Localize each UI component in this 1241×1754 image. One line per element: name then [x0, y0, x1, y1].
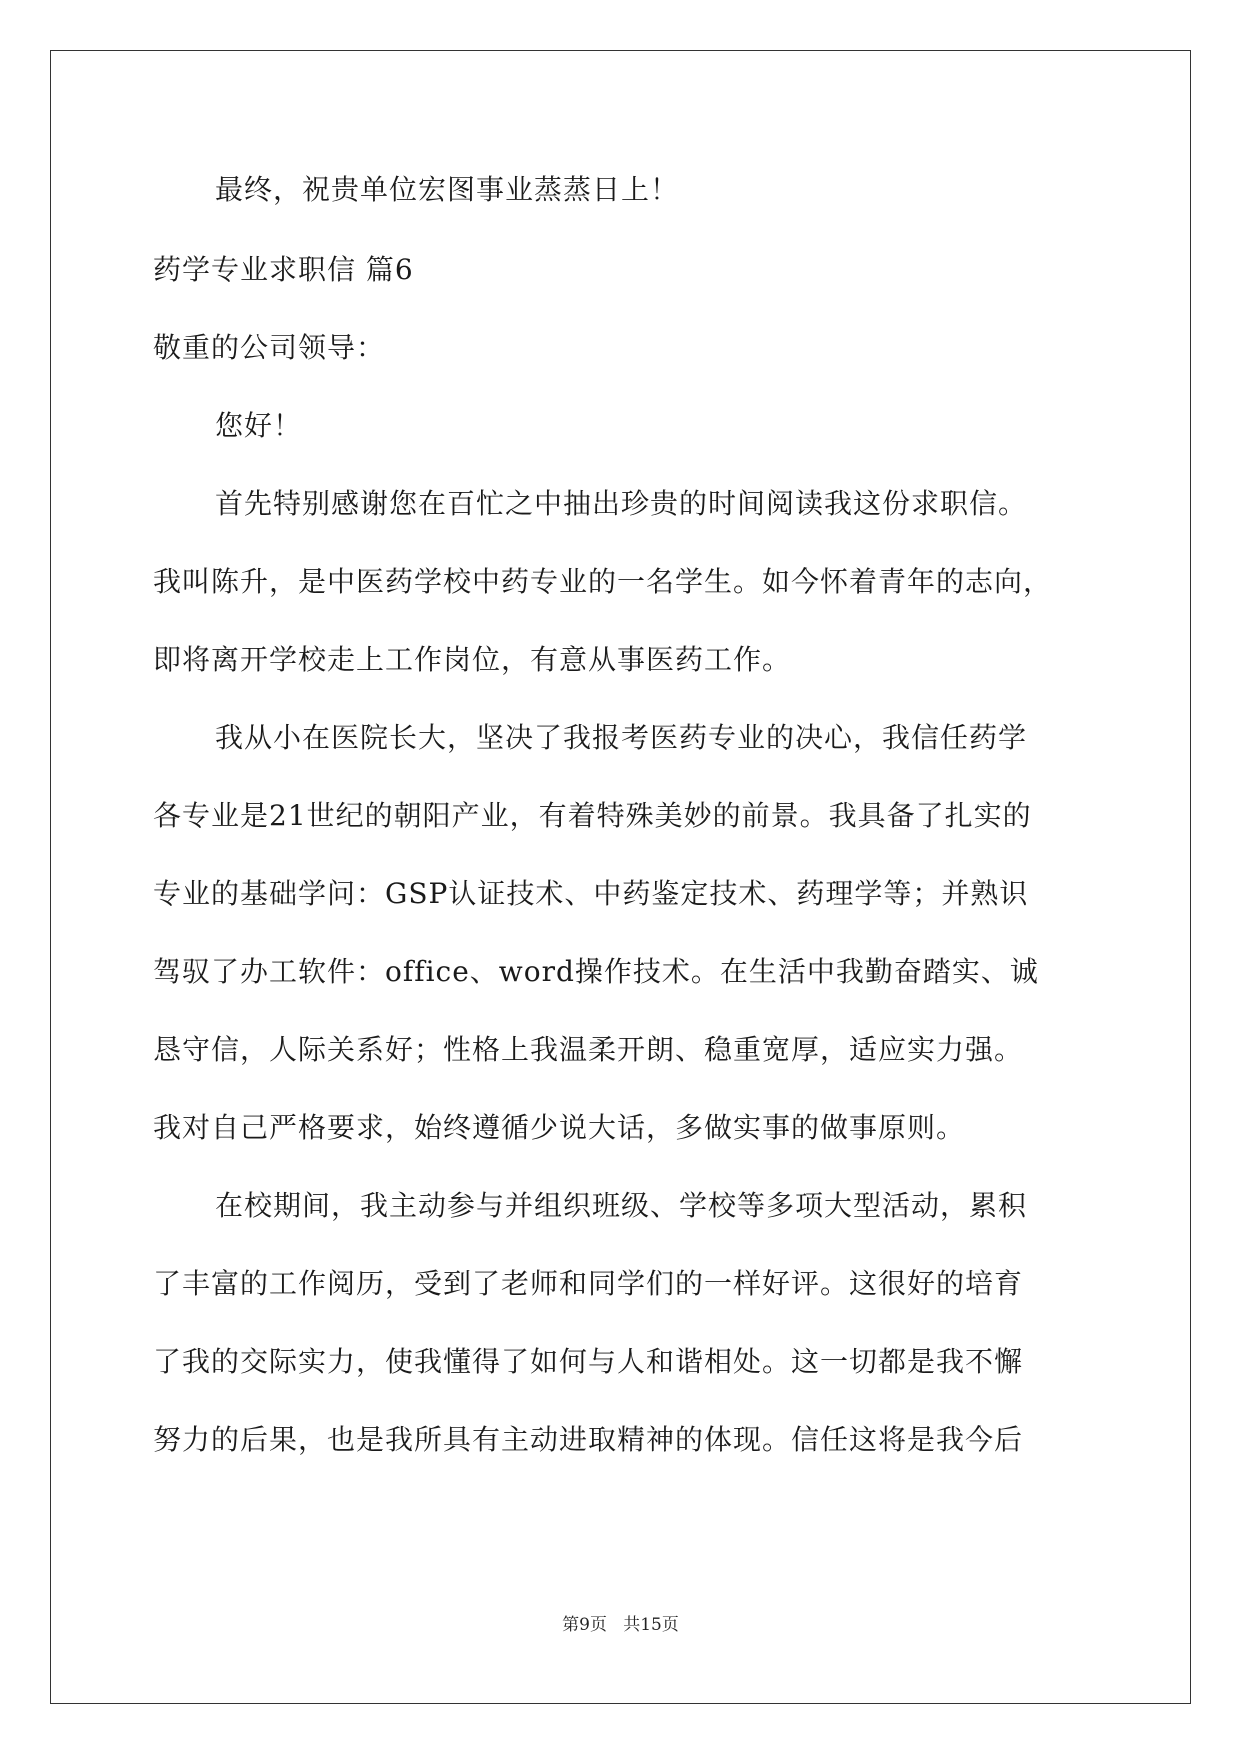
paragraph-line: 我从小在医院长大，坚决了我报考医药专业的决心，我信任药学 [215, 721, 1028, 754]
greeting: 您好！ [215, 409, 303, 442]
paragraph-line: 各专业是21世纪的朝阳产业，有着特殊美妙的前景。我具备了扎实的 [153, 799, 1032, 832]
page-total: 共15页 [623, 1615, 679, 1635]
page-number: 第9页 [562, 1615, 607, 1635]
paragraph-line: 在校期间，我主动参与并组织班级、学校等多项大型活动，累积 [215, 1189, 1028, 1222]
paragraph-line: 专业的基础学问：GSP认证技术、中药鉴定技术、药理学等；并熟识 [153, 877, 1029, 910]
paragraph-line: 即将离开学校走上工作岗位，有意从事医药工作。 [153, 643, 792, 676]
paragraph-line: 恳守信，人际关系好；性格上我温柔开朗、稳重宽厚，适应实力强。 [153, 1033, 1024, 1066]
paragraph-line: 我对自己严格要求，始终遵循少说大话，多做实事的做事原则。 [153, 1111, 966, 1144]
paragraph-line: 了丰富的工作阅历，受到了老师和同学们的一样好评。这很好的培育 [153, 1267, 1024, 1300]
paragraph-line: 首先特别感谢您在百忙之中抽出珍贵的时间阅读我这份求职信。 [215, 487, 1028, 520]
salutation: 敬重的公司领导： [153, 331, 386, 364]
paragraph-line: 驾驭了办工软件：office、word操作技术。在生活中我勤奋踏实、诚 [153, 955, 1039, 988]
closing-line: 最终，祝贵单位宏图事业蒸蒸日上！ [215, 173, 680, 206]
page-footer [0, 1614, 1241, 1636]
paragraph-line: 了我的交际实力，使我懂得了如何与人和谐相处。这一切都是我不懈 [153, 1345, 1024, 1378]
paragraph-line: 努力的后果，也是我所具有主动进取精神的体现。信任这将是我今后 [153, 1423, 1024, 1456]
paragraph-line: 我叫陈升，是中医药学校中药专业的一名学生。如今怀着青年的志向， [153, 565, 1053, 598]
section-heading: 药学专业求职信 篇6 [153, 253, 414, 286]
